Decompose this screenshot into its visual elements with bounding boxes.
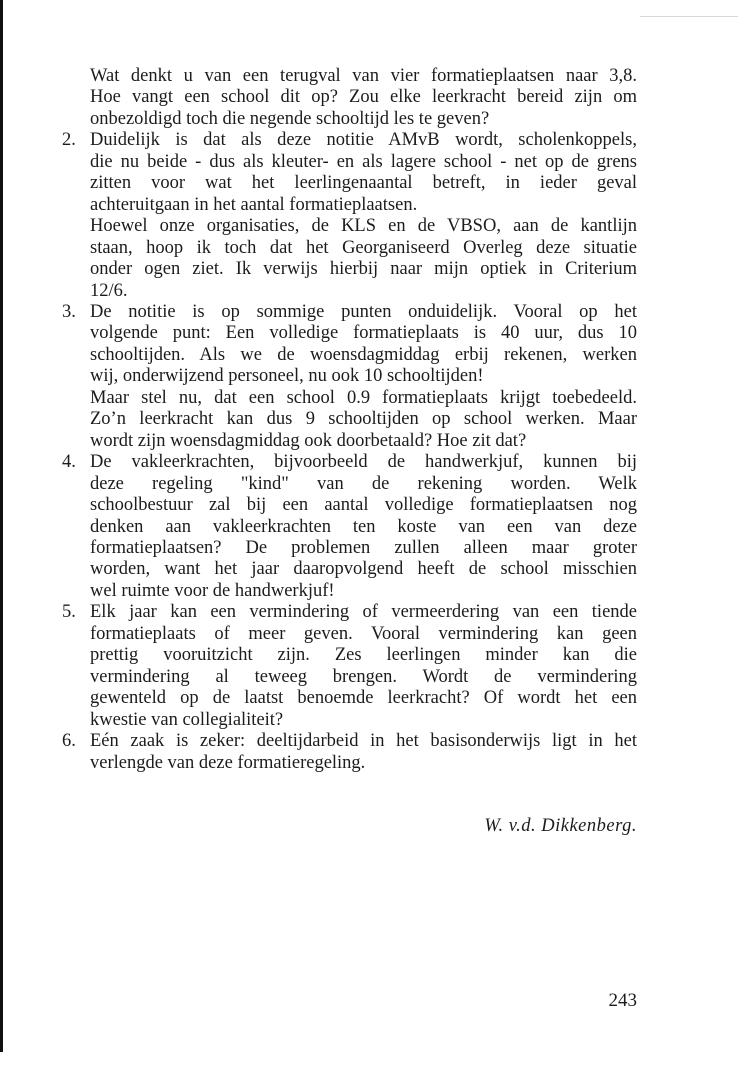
text-line: deze regeling "kind" van de rekening worden. Welk	[90, 473, 637, 494]
text-line: gewenteld op de laatst benoemde leerkracht? Of wordt het een	[90, 688, 637, 709]
text-line: onbezoldigd toch die negende schooltijd les te geven?	[90, 108, 490, 129]
text-line: Elk jaar kan een vermindering of vermeerdering van een tiende	[90, 602, 637, 623]
list-item-number: 6.	[62, 731, 76, 752]
scan-artifact-line	[640, 16, 738, 17]
text-line: onder ogen ziet. Ik verwijs hierbij naar mijn optiek in Criterium	[90, 259, 637, 280]
text-line: De notitie is op sommige punten onduidelijk. Vooral op het	[90, 301, 637, 322]
text-line: wij, onderwijzend personeel, nu ook 10 schooltijden!	[90, 366, 484, 387]
author-signature: W. v.d. Dikkenberg.	[484, 816, 637, 836]
text-line: wordt zijn woensdagmiddag ook doorbetaald? Hoe zit dat?	[90, 430, 527, 451]
list-item	[62, 130, 637, 302]
text-line: volgende punt: Een volledige formatieplaats is 40 uur, dus 10	[90, 323, 637, 344]
text-line: achteruitgaan in het aantal formatieplaatsen.	[90, 194, 418, 215]
text-line: 12/6.	[90, 280, 128, 301]
list-item-number: 4.	[62, 452, 76, 473]
text-line: Duidelijk is dat als deze notitie AMvB wordt, scholenkoppels,	[90, 130, 637, 151]
text-line: Hoewel onze organisaties, de KLS en de VBSO, aan de kantlijn	[90, 216, 637, 237]
text-line: prettig vooruitzicht zijn. Zes leerlingen minder kan die	[90, 645, 637, 666]
text-line: schoolbestuur zal bij een aantal volledige formatieplaatsen nog	[90, 495, 637, 516]
text-line: wel ruimte voor de handwerkjuf!	[90, 580, 335, 601]
list-item	[62, 602, 637, 731]
list-item	[62, 302, 637, 452]
list-item-number: 3.	[62, 301, 76, 322]
text-line: vermindering al teweeg brengen. Wordt de vermindering	[90, 666, 637, 687]
scan-page-edge	[0, 0, 3, 1052]
text-line: kwestie van collegialiteit?	[90, 709, 284, 730]
text-line: Eén zaak is zeker: deeltijdarbeid in het basisonderwijs ligt in het	[90, 731, 637, 752]
text-line: staan, hoop ik toch dat het Georganiseerd Overleg deze situatie	[90, 237, 637, 258]
text-line: Hoe vangt een school dit op? Zou elke leerkracht bereid zijn om	[90, 87, 637, 108]
text-line: denken aan vakleerkrachten ten koste van een van deze	[90, 516, 637, 537]
text-line: De vakleerkrachten, bijvoorbeeld de handwerkjuf, kunnen bij	[90, 452, 637, 473]
body-text	[62, 66, 637, 774]
text-line: formatieplaatsen? De problemen zullen alleen maar groter	[90, 537, 637, 558]
list-item	[62, 452, 637, 602]
text-line: verlengde van deze formatieregeling.	[90, 752, 366, 773]
text-line: Maar stel nu, dat een school 0.9 formatieplaats krijgt toebedeeld.	[90, 387, 637, 408]
page-number: 243	[608, 990, 637, 1011]
list-item-number: 2.	[62, 130, 76, 151]
list-item-number: 5.	[62, 602, 76, 623]
text-line: zitten voor wat het leerlingenaantal betreft, in ieder geval	[90, 173, 637, 194]
list-item	[62, 731, 637, 774]
text-line: formatieplaats of meer geven. Vooral vermindering kan geen	[90, 623, 637, 644]
list-item	[62, 66, 637, 130]
text-line: die nu beide - dus als kleuter- en als lagere school - net op de grens	[90, 151, 637, 172]
text-line: Zo’n leerkracht kan dus 9 schooltijden op school werken. Maar	[90, 409, 637, 430]
text-line: Wat denkt u van een terugval van vier formatieplaatsen naar 3,8.	[90, 66, 637, 86]
text-line: worden, want het jaar daaropvolgend heeft de school misschien	[90, 559, 637, 580]
text-line: schooltijden. Als we de woensdagmiddag erbij rekenen, werken	[90, 344, 637, 365]
